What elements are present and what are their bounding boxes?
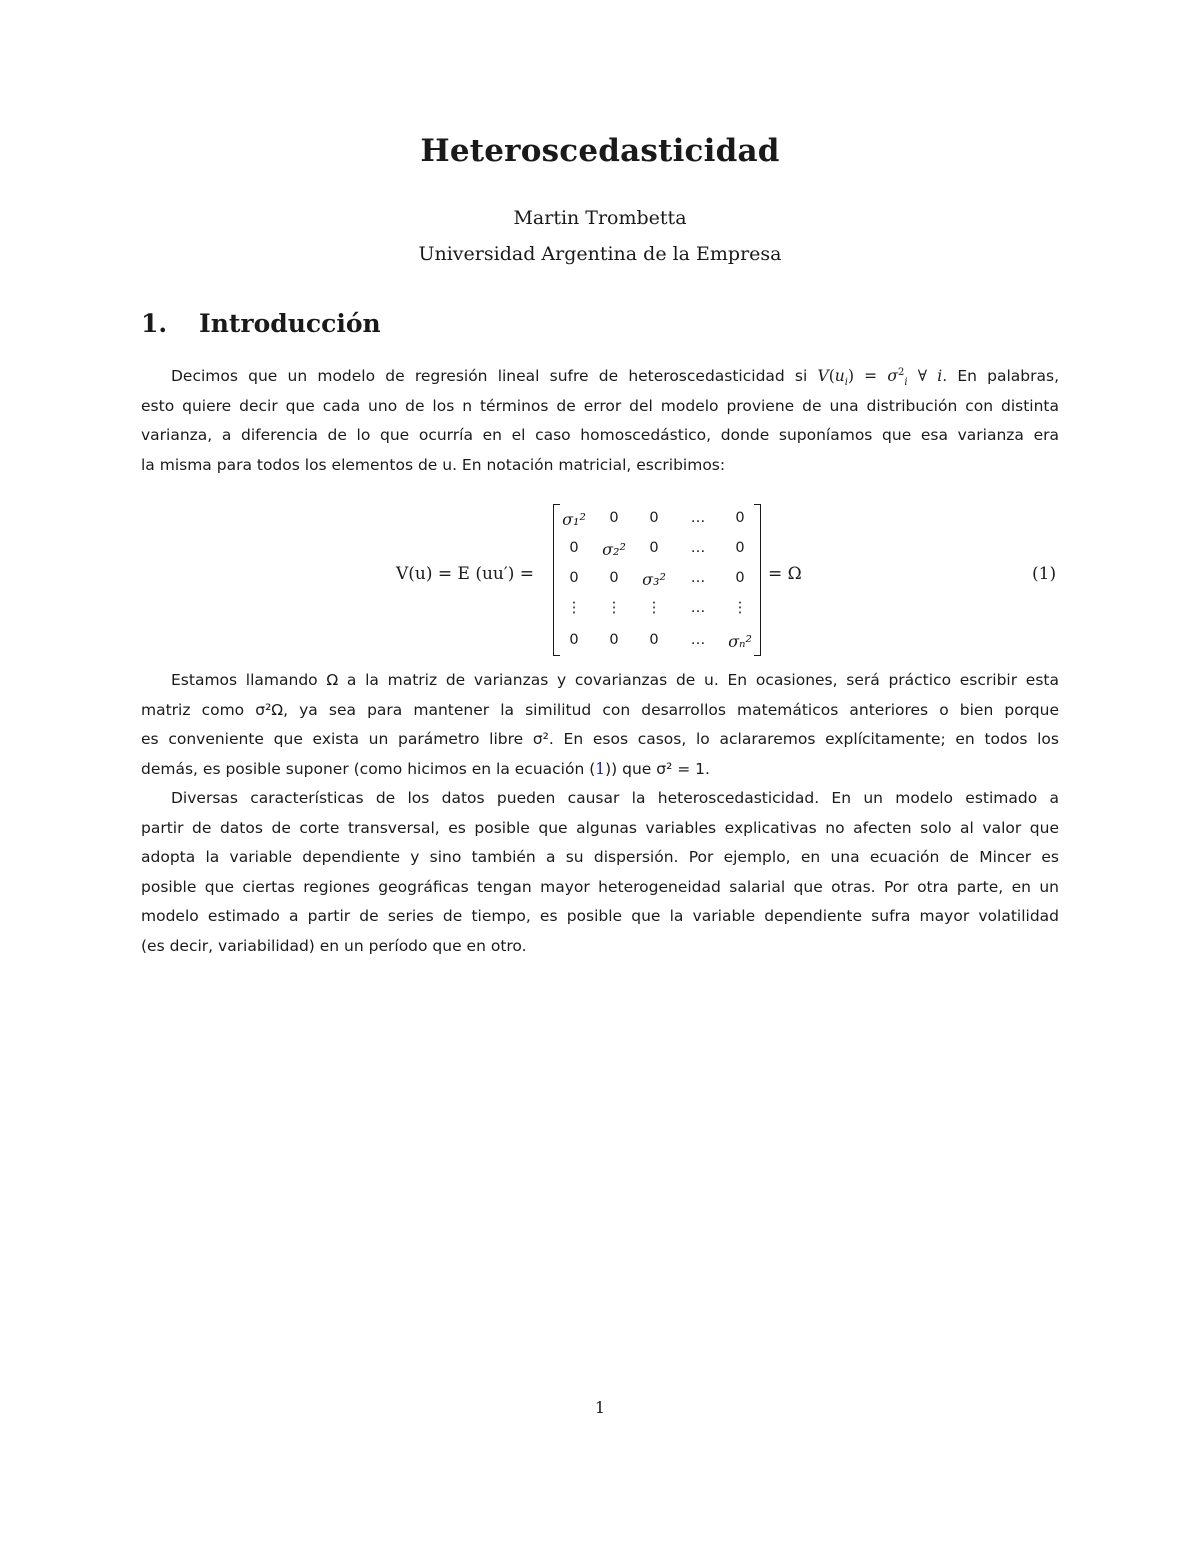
paper-title: Heteroscedasticidad: [420, 133, 780, 169]
equation-rhs: = Ω: [768, 564, 802, 584]
matrix-cell: 0: [569, 632, 579, 648]
author-affiliation: Universidad Argentina de la Empresa: [418, 243, 782, 265]
matrix-cell: 0: [609, 570, 619, 586]
matrix-cell: 0: [609, 632, 619, 648]
paragraph-line: demás, es posible suponer (como hicimos en la ecuación (1)) que σ² = 1.: [141, 759, 710, 778]
matrix-cell: 0: [735, 570, 745, 586]
section-heading: [141, 309, 381, 338]
paragraph-line: partir de datos de corte transversal, es posible que algunas variables explicativas no afecten solo al valor que: [141, 818, 1059, 837]
paragraph-omega: [141, 666, 1059, 784]
equation-lhs: V(u) = E (uu′) =: [396, 564, 535, 584]
covariance-matrix: [560, 504, 754, 654]
matrix-cell: 0: [735, 540, 745, 556]
matrix-cell: 0: [649, 632, 659, 648]
matrix-cell: 0: [649, 510, 659, 526]
paragraph-line: adopta la variable dependiente y sino también a su dispersión. Por ejemplo, en una ecuación de Mincer es: [141, 848, 1059, 866]
equation-reference-link[interactable]: 1: [595, 759, 606, 778]
matrix-cell: …: [690, 600, 706, 616]
matrix-cell: …: [690, 632, 706, 648]
matrix-cell: 0: [609, 510, 619, 526]
paragraph-line: matriz como σ²Ω, ya sea para mantener la similitud con desarrollos matemáticos anteriores o bien porque: [141, 700, 1059, 719]
paragraph-line: modelo estimado a partir de series de tiempo, es posible que la variable dependiente sufra mayor volatilidad: [141, 907, 1059, 925]
author-name: Martin Trombetta: [513, 207, 687, 229]
matrix-right-bracket: [754, 504, 761, 656]
matrix-cell: σ₃²: [642, 570, 666, 589]
matrix-cell: ⋮: [646, 600, 662, 616]
matrix-cell: 0: [569, 570, 579, 586]
paragraph-line: la misma para todos los elementos de u. En notación matricial, escribimos:: [141, 455, 726, 474]
paragraph-line: es conveniente que exista un parámetro libre σ². En esos casos, lo aclararemos explícitamente; en todos los: [141, 730, 1059, 748]
inline-math: V: [817, 367, 829, 385]
matrix-cell: 0: [735, 510, 745, 526]
equation-number: (1): [1032, 564, 1057, 584]
matrix-cell: …: [690, 510, 706, 526]
matrix-cell: ⋮: [606, 600, 622, 616]
paragraph-line: posible que ciertas regiones geográficas tengan mayor heterogeneidad salarial que otras. Por otra parte, en un: [141, 877, 1059, 896]
section-number: 1.: [141, 309, 168, 338]
matrix-cell: 0: [569, 540, 579, 556]
paragraph-line: esto quiere decir que cada uno de los n términos de error del modelo proviene de una distribución con distinta: [141, 396, 1059, 415]
matrix-cell: σ₂²: [602, 540, 626, 559]
matrix-cell: σ₁²: [562, 510, 586, 529]
matrix-cell: 0: [649, 540, 659, 556]
paragraph-causes: [141, 784, 1059, 961]
paragraph-intro: [141, 362, 1059, 480]
paragraph-line: Decimos que un modelo de regresión lineal sufre de heteroscedasticidad si $V(u_i) = \sigma^2_i$ ∀ i. En palabras,: [171, 366, 1059, 389]
matrix-cell: …: [690, 540, 706, 556]
section-title: Introducción: [199, 309, 381, 338]
matrix-cell: ⋮: [732, 600, 748, 616]
paragraph-line: Diversas características de los datos pueden causar la heteroscedasticidad. En un modelo estimado a: [171, 789, 1059, 807]
paragraph-line: varianza, a diferencia de lo que ocurría en el caso homoscedástico, donde suponíamos que esa varianza era: [141, 426, 1059, 444]
matrix-cell: ⋮: [566, 600, 582, 616]
paragraph-line: Estamos llamando Ω a la matriz de varianzas y covarianzas de u. En ocasiones, será práctico escribir esta: [171, 671, 1059, 689]
equation-block: [0, 500, 1200, 660]
paragraph-line: (es decir, variabilidad) en un período que en otro.: [141, 936, 527, 955]
matrix-cell: …: [690, 570, 706, 586]
page-number: 1: [594, 1398, 606, 1417]
matrix-cell: σₙ²: [728, 632, 752, 651]
